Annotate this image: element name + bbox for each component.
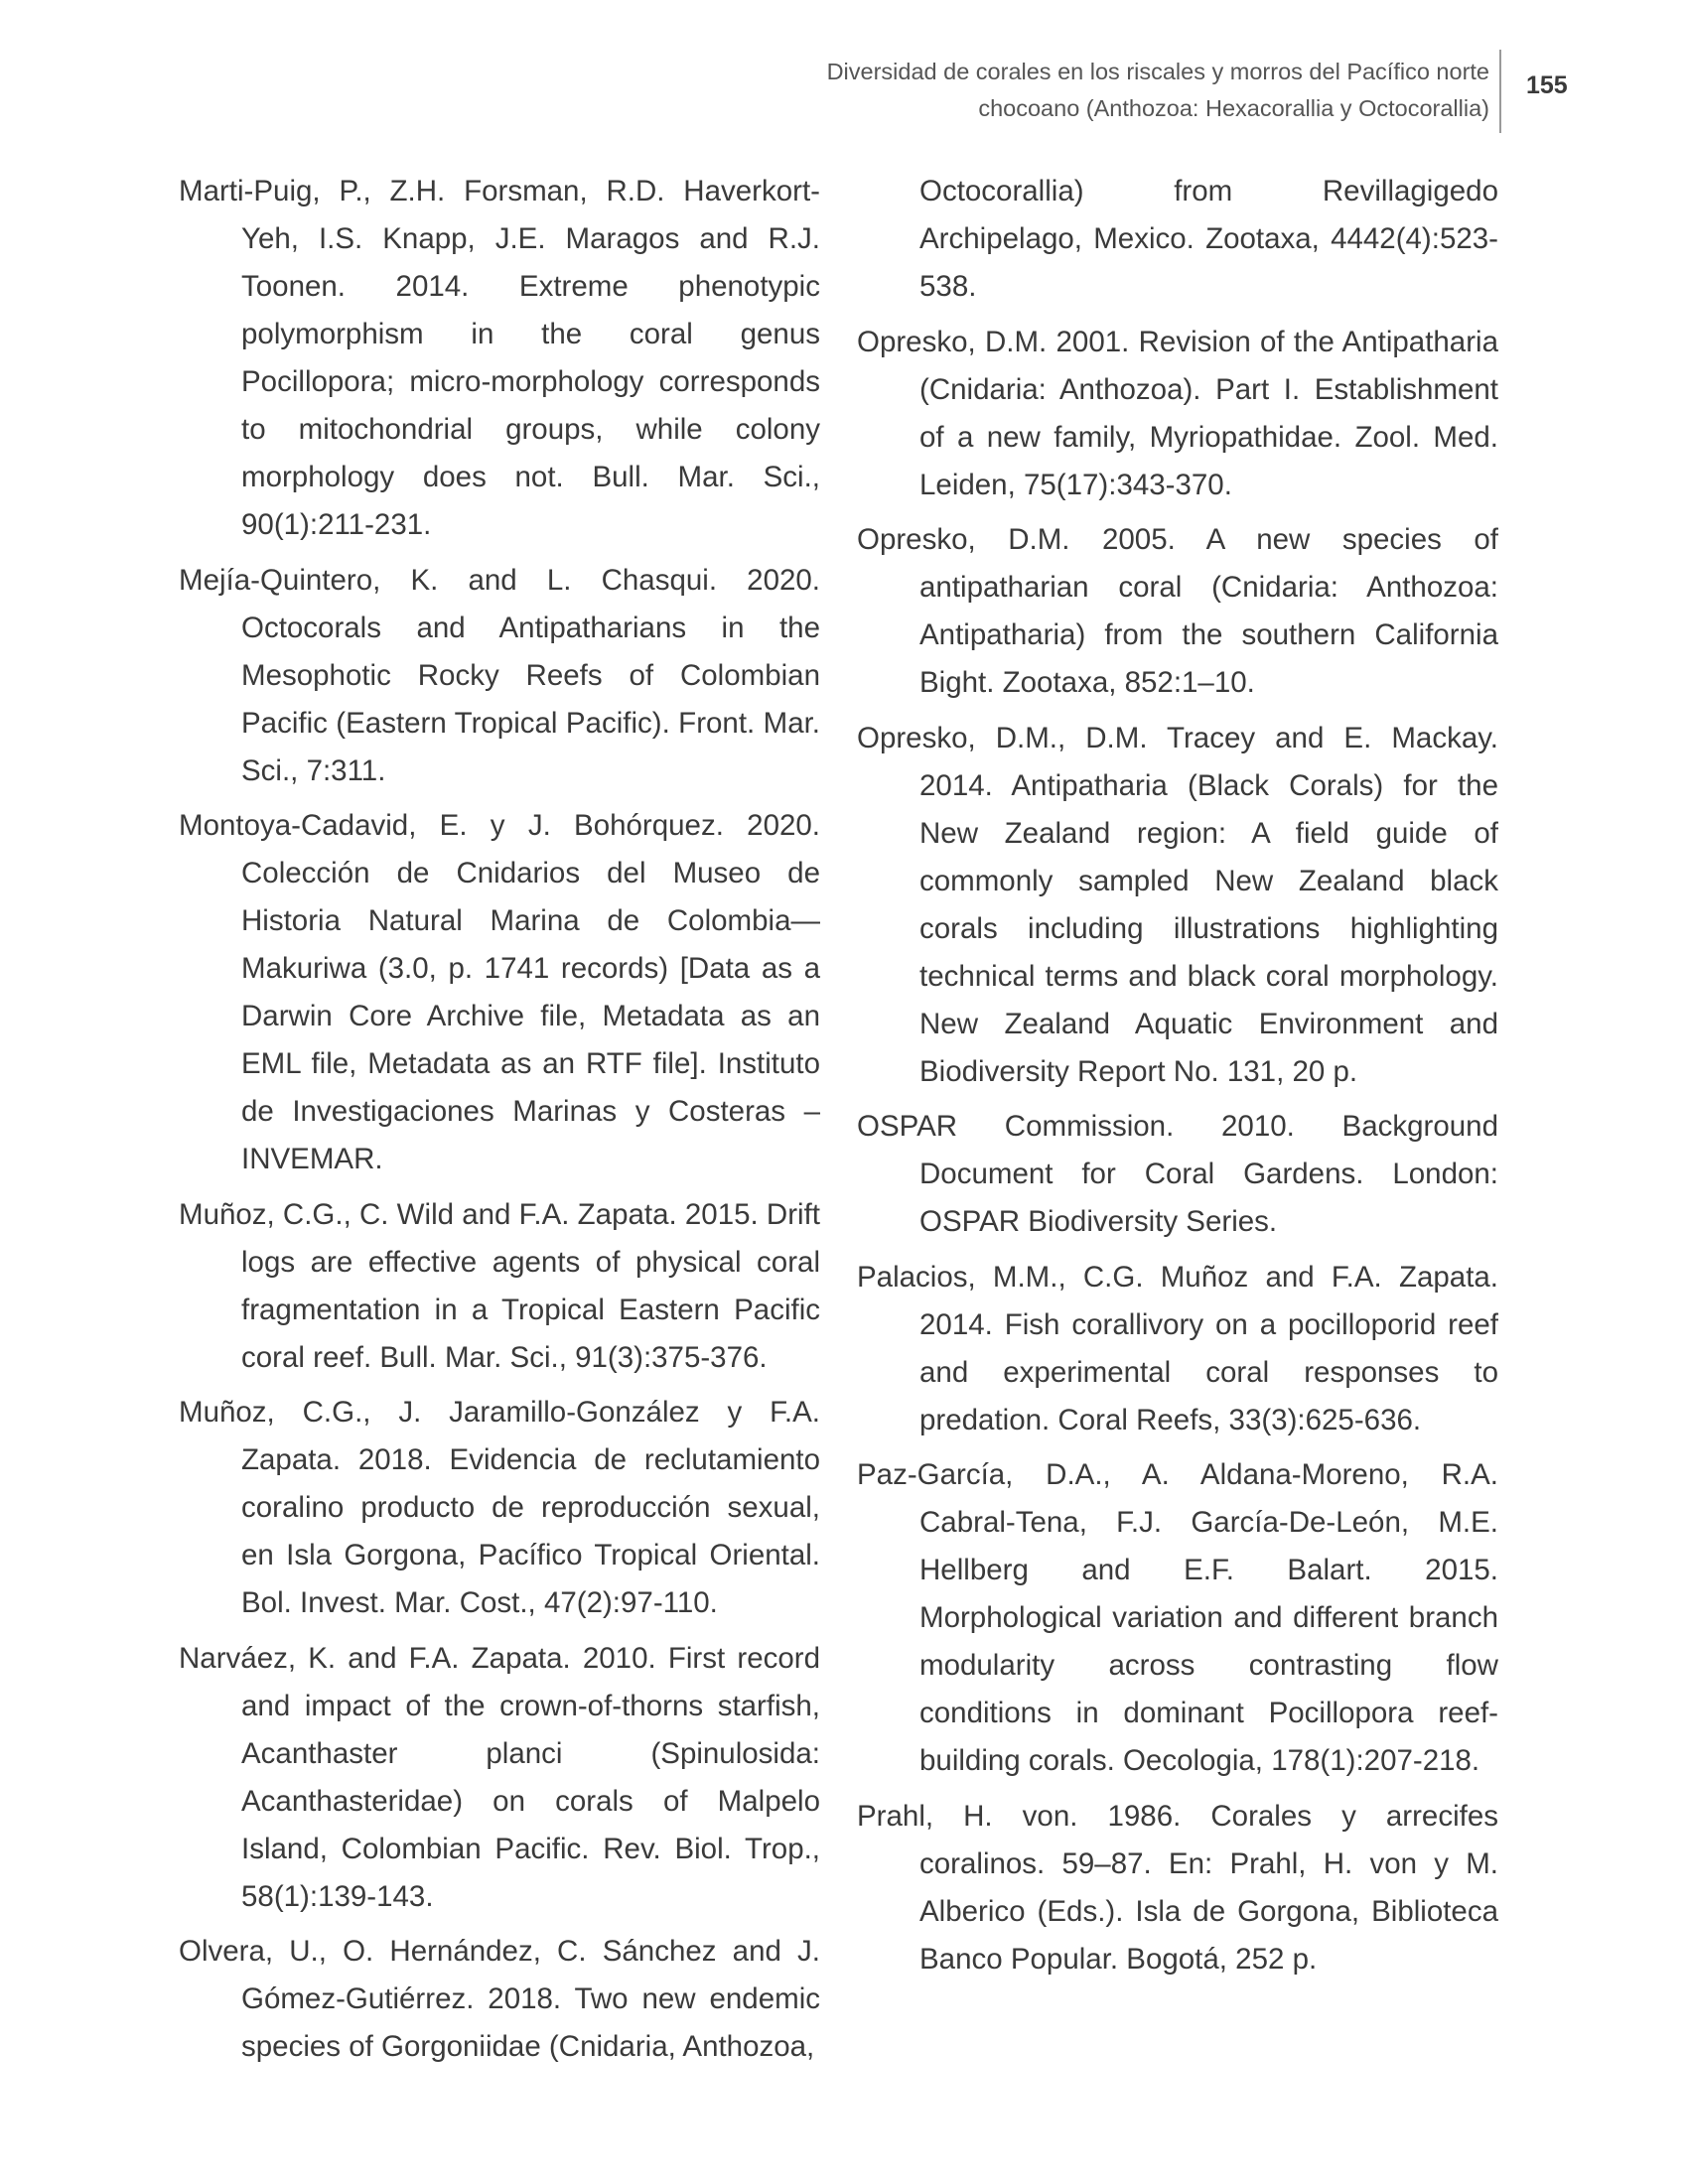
reference-entry: Prahl, H. von. 1986. Corales y arrecifes coralinos. 59–87. En: Prahl, H. von y M. Alberico (Eds.). Isla de Gorgona, Biblioteca Banco Popular. Bogotá, 252 p. [857, 1799, 1498, 1976]
reference-entry: Muñoz, C.G., C. Wild and F.A. Zapata. 2015. Drift logs are effective agents of physical coral fragmentation in a Tropical Eastern Pacific coral reef. Bull. Mar. Sci., 91(3):375-376. [179, 1197, 820, 1374]
reference-entry: Narváez, K. and F.A. Zapata. 2010. First record and impact of the crown-of-thorns starfish, Acanthaster planci (Spinulosida: Acanthasteridae) on corals of Malpelo Island, Colombian Pacific. Rev. Biol. Trop., 58(1):139-143. [179, 1641, 820, 1913]
running-header-line-1: Diversidad de corales en los riscales y morros del Pacífico norte [826, 59, 1489, 84]
running-header [596, 54, 1489, 127]
reference-entry: Opresko, D.M. 2005. A new species of antipatharian coral (Cnidaria: Anthozoa: Antipatharia) from the southern California Bight. Zootaxa, 852:1–10. [857, 523, 1498, 699]
reference-entry: Muñoz, C.G., J. Jaramillo-González y F.A. Zapata. 2018. Evidencia de reclutamiento coralino producto de reproducción sexual, en Isla Gorgona, Pacífico Tropical Oriental. Bol. Invest. Mar. Cost., 47(2):97-110. [179, 1396, 820, 1619]
reference-entry: OSPAR Commission. 2010. Background Document for Coral Gardens. London: OSPAR Biodiversity Series. [857, 1110, 1498, 1238]
reference-entry: Mejía-Quintero, K. and L. Chasqui. 2020. Octocorals and Antipatharians in the Mesophotic Rocky Reefs of Colombian Pacific (Eastern Tropical Pacific). Front. Mar. Sci., 7:311. [179, 563, 820, 787]
reference-entry: Palacios, M.M., C.G. Muñoz and F.A. Zapata. 2014. Fish corallivory on a pocilloporid reef and experimental coral responses to predation. Coral Reefs, 33(3):625-636. [857, 1260, 1498, 1436]
references-right-column [857, 168, 1498, 1990]
reference-entry: Olvera, U., O. Hernández, C. Sánchez and J. Gómez-Gutiérrez. 2018. Two new endemic species of Gorgoniidae (Cnidaria, Anthozoa, [179, 1935, 820, 2063]
references-left-column [179, 168, 820, 2079]
reference-entry-continuation: Octocorallia) from Revillagigedo Archipelago, Mexico. Zootaxa, 4442(4):523-538. [919, 175, 1498, 303]
reference-entry: Opresko, D.M. 2001. Revision of the Antipatharia (Cnidaria: Anthozoa). Part I. Establishment of a new family, Myriopathidae. Zool. Med. Leiden, 75(17):343-370. [857, 325, 1498, 501]
header-divider [1499, 50, 1501, 133]
reference-entry: Marti-Puig, P., Z.H. Forsman, R.D. Haverkort-Yeh, I.S. Knapp, J.E. Maragos and R.J. Toonen. 2014. Extreme phenotypic polymorphism in the coral genus Pocillopora; micro-morphology corresponds to mitochondrial groups, while colony morphology does not. Bull. Mar. Sci., 90(1):211-231. [179, 175, 820, 541]
reference-entry: Paz-García, D.A., A. Aldana-Moreno, R.A. Cabral-Tena, F.J. García-De-León, M.E. Hellberg and E.F. Balart. 2015. Morphological variation and different branch modularity across contrasting flow conditions in dominant Pocillopora reef-building corals. Oecologia, 178(1):207-218. [857, 1458, 1498, 1777]
reference-entry: Montoya-Cadavid, E. y J. Bohórquez. 2020. Colección de Cnidarios del Museo de Historia Natural Marina de Colombia—Makuriwa (3.0, p. 1741 records) [Data as a Darwin Core Archive file, Metadata as an EML file, Metadata as an RTF file]. Instituto de Investigaciones Marinas y Costeras – INVEMAR. [179, 809, 820, 1175]
reference-entry: Opresko, D.M., D.M. Tracey and E. Mackay. 2014. Antipatharia (Black Corals) for the New Zealand region: A field guide of commonly sampled New Zealand black corals including illustrations highlighting technical terms and black coral morphology. New Zealand Aquatic Environment and Biodiversity Report No. 131, 20 p. [857, 721, 1498, 1088]
page-number: 155 [1526, 71, 1568, 99]
running-header-line-2: chocoano (Anthozoa: Hexacorallia y Octocorallia) [978, 95, 1489, 121]
